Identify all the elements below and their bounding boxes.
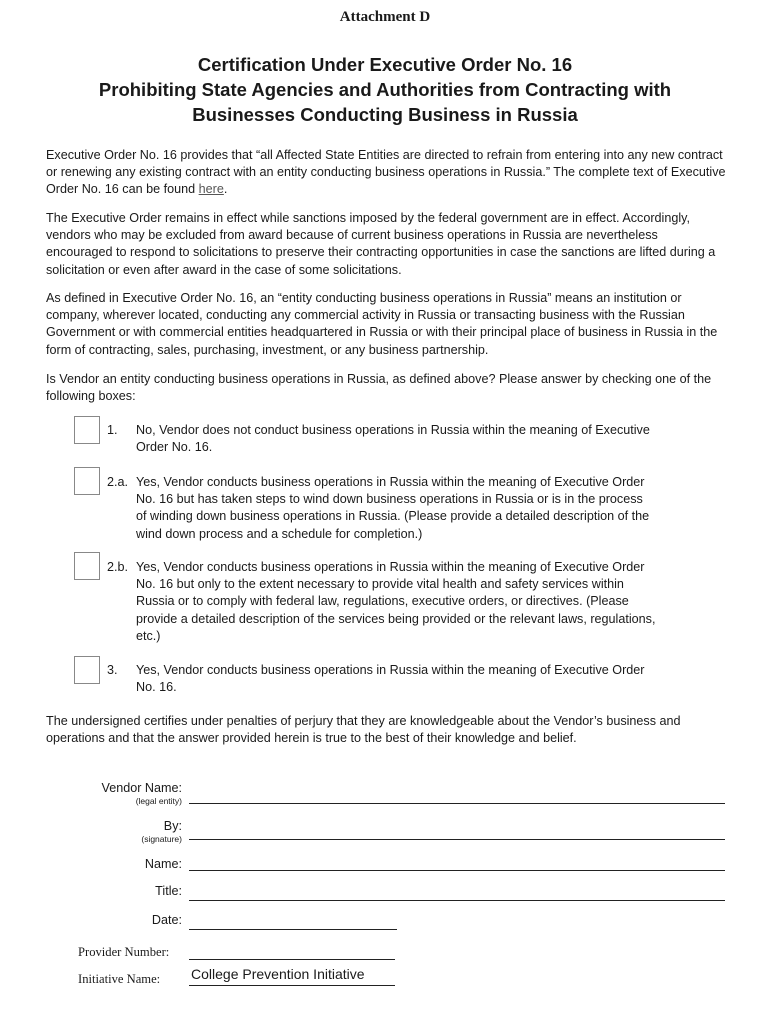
option-2b-number: 2.b. (107, 560, 129, 574)
paragraph-effect: The Executive Order remains in effect while sanctions imposed by the federal government are in effect. Accordingly, vendors who may be excluded from award because of current business operations in Russia are nevertheless encouraged to respond to solicitations to preserve their contracting opportunities in case the sanctions are lifted during a solicitation or even after award in the case of some solicitations. (46, 211, 716, 277)
paragraph-intro-end: . (223, 182, 228, 197)
option-1-number: 1. (107, 423, 118, 437)
option-2a-text: Yes, Vendor conducts business operations in Russia within the meaning of Executive Order No. 16 but has taken steps to wind down business operations in Russia or is in the process of winding down business operations in Russia. (Please provide a detailed description of the wind down process and a schedule for completion.) (136, 475, 650, 541)
option-1-text: No, Vendor does not conduct business operations in Russia within the meaning of Executive Order No. 16. (136, 423, 650, 455)
date-label: Date: (151, 913, 182, 927)
signature-field[interactable] (189, 839, 725, 840)
title-field[interactable] (189, 900, 725, 901)
paragraph-intro (46, 147, 726, 199)
provider-number-field[interactable] (189, 959, 395, 960)
name-field[interactable] (189, 870, 725, 871)
date-field[interactable] (189, 929, 397, 930)
paragraph-intro-text: Executive Order No. 16 provides that “all Affected State Entities are directed to refrain from entering into any new contract or renewing any existing contract with an entity conducting business operations in Russia.” The complete text of Executive Order No. 16 can be found (46, 148, 726, 197)
vendor-name-label: Vendor Name: (101, 781, 182, 795)
title-line-1: Certification Under Executive Order No. 16 (197, 54, 573, 75)
executive-order-link[interactable]: here (198, 182, 224, 197)
question-text: Is Vendor an entity conducting business operations in Russia, as defined above? Please answer by checking one of the following boxes: (46, 372, 712, 404)
initiative-name-field[interactable] (189, 985, 395, 986)
checkbox-option-3[interactable] (74, 656, 100, 684)
provider-number-label: Provider Number: (78, 945, 170, 959)
title-line-2: Prohibiting State Agencies and Authorities from Contracting with (98, 79, 672, 100)
option-3-text: Yes, Vendor conducts business operations in Russia within the meaning of Executive Order No. 16. (136, 663, 645, 695)
certification-statement: The undersigned certifies under penalties of perjury that they are knowledgeable about the Vendor’s business and operations and that the answer provided herein is true to the best of their knowledge and belief. (46, 714, 681, 746)
option-3-number: 3. (107, 663, 118, 677)
option-2b-text: Yes, Vendor conducts business operations in Russia within the meaning of Executive Order No. 16 but only to the extent necessary to provide vital health and safety services within Russia or to comply with federal law, regulations, executive orders, or directives. (Please provide a detailed description of the services being provided or the relevant laws, regulations, etc.) (136, 560, 656, 643)
by-sublabel: (signature) (141, 834, 182, 844)
title-line-3: Businesses Conducting Business in Russia (192, 104, 578, 125)
by-label: By: (163, 819, 182, 833)
paragraph-definition: As defined in Executive Order No. 16, an “entity conducting business operations in Russia” means an institution or company, wherever located, conducting any commercial activity in Russia or transacting business with the Russian Government or with commercial entities headquartered in Russia or with their principal place of business in Russia in the form of contracting, sales, purchasing, investment, or any business partnership. (46, 291, 718, 357)
option-2a-number: 2.a. (107, 475, 129, 489)
checkbox-option-2b[interactable] (74, 552, 100, 580)
attachment-label: Attachment D (339, 9, 431, 25)
title-label: Title: (155, 884, 182, 898)
vendor-name-sublabel: (legal entity) (135, 796, 182, 806)
checkbox-option-1[interactable] (74, 416, 100, 444)
initiative-name-value[interactable]: College Prevention Initiative (191, 966, 365, 982)
checkbox-option-2a[interactable] (74, 467, 100, 495)
page-title (20, 52, 750, 127)
name-label: Name: (144, 857, 182, 871)
initiative-name-label: Initiative Name: (78, 972, 161, 986)
vendor-name-field[interactable] (189, 803, 725, 804)
